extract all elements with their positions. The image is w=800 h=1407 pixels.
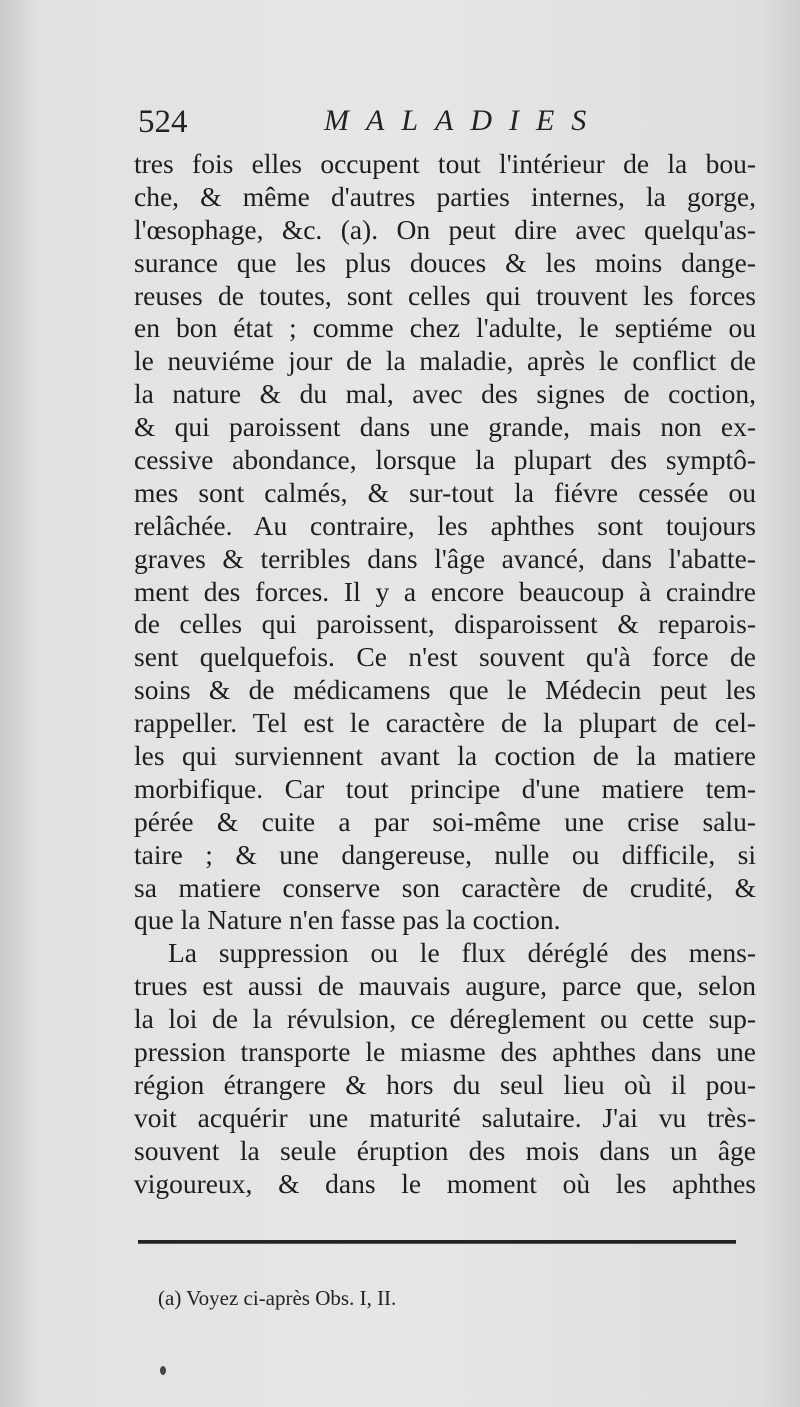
text-line: & qui paroissent dans une grande, mais non ex- [134,411,756,443]
text-line: soins & de médicamens que le Médecin peut les [134,674,756,706]
text-line: taire ; & une dangereuse, nulle ou difficile, si [134,838,756,870]
text-line: cessive abondance, lorsque la plupart des symptô- [134,444,756,476]
text-line: relâchée. Au contraire, les aphthes sont toujours [134,509,756,541]
running-head: MALADIES [324,104,604,137]
text-line: souvent la seule éruption des mois dans un âge [134,1134,756,1166]
text-line: mes sont calmés, & sur-tout la fiévre cessée ou [134,476,756,508]
text-line: ment des forces. Il y a encore beaucoup à craindre [134,575,756,607]
text-line: trues est aussi de mauvais augure, parce que, selon [134,970,756,1002]
text-line: tres fois elles occupent tout l'intérieur de la bou- [134,148,756,179]
text-line: l'œsophage, &c. (a). On peut dire avec quelqu'as- [134,213,756,245]
text-line: rappeller. Tel est le caractère de la plupart de cel- [134,707,756,739]
text-line: voit acquérir une maturité salutaire. J'ai vu très- [134,1101,756,1133]
text-line: pression transporte le miasme des aphthes dans une [134,1036,756,1068]
text-line: La suppression ou le flux déréglé des mens- [168,937,756,969]
text-line: que la Nature n'en fasse pas la coction. [134,904,561,936]
text-line: pérée & cuite a par soi-même une crise salu- [134,805,756,837]
text-line: de celles qui paroissent, disparoissent & reparois- [134,608,756,640]
body-text [134,148,756,1201]
text-line: sa matiere conserve son caractère de crudité, & [134,871,756,903]
text-line: surance que les plus douces & les moins dange- [134,246,756,278]
footnote: (a) Voyez ci-après Obs. I, II. [158,1286,397,1310]
text-line: le neuviéme jour de la maladie, après le conflict de [134,345,756,377]
footnote-divider [138,1240,736,1244]
text-line: vigoureux, & dans le moment où les aphthes [134,1167,756,1199]
ink-mark [160,1366,166,1375]
text-line: la nature & du mal, avec des signes de coction, [134,378,756,410]
text-line: les qui surviennent avant la coction de la matiere [134,740,756,772]
text-line: la loi de la révulsion, ce déreglement ou cette sup- [134,1003,756,1035]
text-line: che, & même d'autres parties internes, la gorge, [134,180,756,212]
page-header [138,104,768,144]
text-line: graves & terribles dans l'âge avancé, dans l'abatte- [134,542,756,574]
text-line: morbifique. Car tout principe d'une matiere tem- [134,772,756,804]
text-line: sent quelquefois. Ce n'est souvent qu'à force de [134,641,756,673]
text-line: reuses de toutes, sont celles qui trouvent les forces [134,279,756,311]
text-line: en bon état ; comme chez l'adulte, le septiéme ou [134,312,756,344]
page-number: 524 [138,104,188,140]
text-line: région étrangere & hors du seul lieu où il pou- [134,1068,756,1100]
